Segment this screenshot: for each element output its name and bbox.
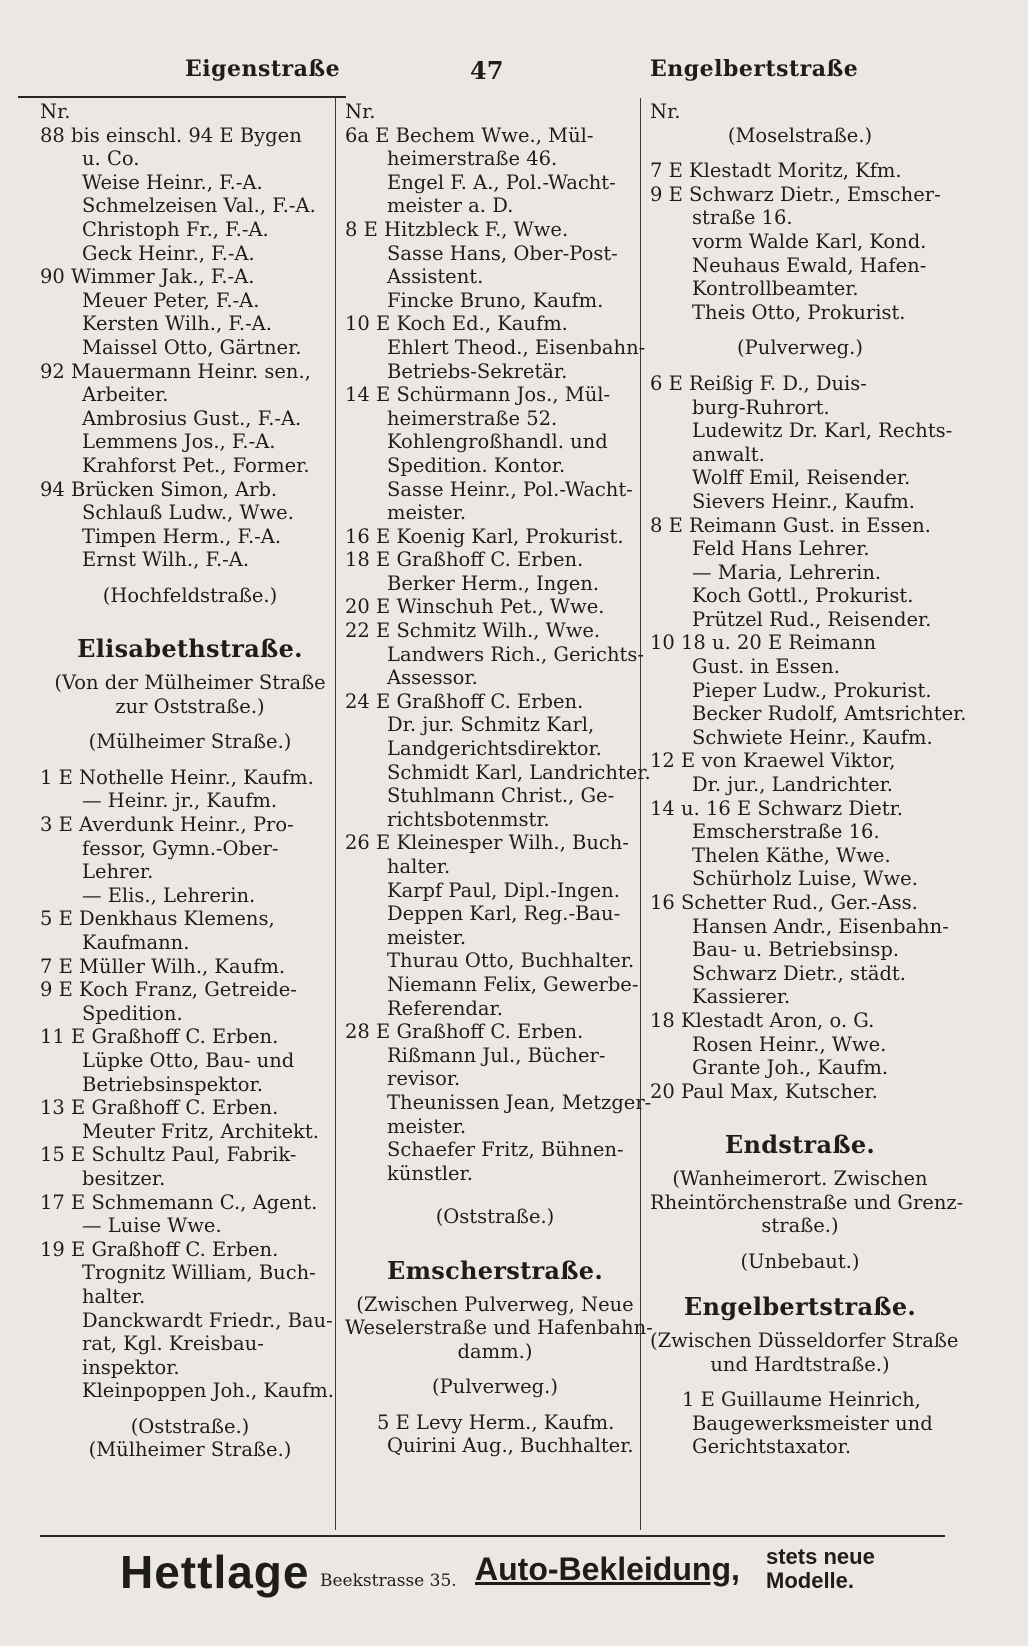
entry-line: Rißmann Jul., Bücher- bbox=[387, 1043, 606, 1067]
entry-line: Niemann Felix, Gewerbe- bbox=[387, 972, 639, 996]
entry-line: Schmidt Karl, Landrichter. bbox=[387, 760, 651, 784]
page-header bbox=[0, 56, 1028, 96]
entry-line: Baugewerksmeister und bbox=[692, 1411, 933, 1435]
header-rule bbox=[18, 96, 346, 98]
entry-line: Christoph Fr., F.-A. bbox=[82, 217, 269, 241]
entry-line: Maissel Otto, Gärtner. bbox=[82, 335, 302, 359]
entry-line: 12 E von Kraewel Viktor, bbox=[650, 749, 896, 773]
entry-line: — Maria, Lehrerin. bbox=[692, 560, 882, 584]
entry-line: 14 E Schürmann Jos., Mül- bbox=[345, 383, 611, 407]
entry-line: vorm Walde Karl, Kond. bbox=[692, 229, 927, 253]
entry-line: Krahforst Pet., Former. bbox=[82, 453, 310, 477]
entry-line: Assessor. bbox=[387, 666, 478, 690]
entry-line: Quirini Aug., Buchhalter. bbox=[387, 1434, 634, 1458]
entry-line: 20 Paul Max, Kutscher. bbox=[650, 1079, 878, 1103]
entry-line: burg-Ruhrort. bbox=[692, 395, 830, 419]
entry-line: 5 E Denkhaus Klemens, bbox=[40, 907, 275, 931]
entry-line: meister. bbox=[387, 925, 467, 949]
entry-line: Deppen Karl, Reg.-Bau- bbox=[387, 902, 621, 926]
entry-line: 8 E Hitzbleck F., Wwe. bbox=[345, 217, 569, 241]
column-3 bbox=[650, 100, 967, 1459]
entry-line: 1 E Guillaume Heinrich, bbox=[682, 1388, 921, 1412]
entry-line: 16 E Koenig Karl, Prokurist. bbox=[345, 524, 624, 548]
street-description: Rheintörchenstraße und Grenz- bbox=[650, 1190, 964, 1214]
entry-line: Dr. jur. Schmitz Karl, bbox=[387, 713, 595, 737]
entry-line: 16 Schetter Rud., Ger.-Ass. bbox=[650, 891, 918, 914]
entry-line: Kleinpoppen Joh., Kaufm. bbox=[82, 1379, 334, 1403]
header-left-street: Eigenstraße bbox=[185, 56, 341, 82]
entry-line: Feld Hans Lehrer. bbox=[692, 537, 870, 561]
entry-line: straße 16. bbox=[692, 206, 793, 230]
entry-line: Meuter Fritz, Architekt. bbox=[82, 1119, 319, 1143]
street-description: (Wanheimerort. Zwischen bbox=[672, 1166, 928, 1190]
cross-street: (Moselstraße.) bbox=[727, 123, 873, 147]
entry-line: 9 E Schwarz Dietr., Emscher- bbox=[650, 182, 941, 206]
entry-line: Schlauß Ludw., Wwe. bbox=[82, 501, 294, 525]
entry-line: 10 18 u. 20 E Reimann bbox=[650, 631, 877, 655]
entry-line: 24 E Graßhoff C. Erben. bbox=[345, 689, 584, 713]
entry-line: 15 E Schultz Paul, Fabrik- bbox=[40, 1143, 297, 1167]
header-right-street: Engelbertstraße bbox=[650, 56, 859, 82]
entry-line: 92 Mauermann Heinr. sen., bbox=[40, 359, 311, 383]
entry-line: Kaufmann. bbox=[82, 931, 190, 954]
ad-slogan bbox=[766, 1545, 875, 1593]
entry-line: Theunissen Jean, Metzger- bbox=[387, 1090, 652, 1114]
entry-line: 6 E Reißig F. D., Duis- bbox=[650, 371, 867, 395]
street-description: straße.) bbox=[761, 1214, 839, 1238]
entry-line: 7 E Müller Wilh., Kaufm. bbox=[40, 954, 286, 978]
entry-line: Berker Herm., Ingen. bbox=[387, 571, 600, 595]
entry-line: Ambrosius Gust., F.-A. bbox=[82, 406, 302, 430]
ad-slogan-line: Modelle. bbox=[766, 1568, 855, 1593]
entry-line: Ernst Wilh., F.-A. bbox=[82, 548, 250, 572]
entry-line: Spedition. bbox=[82, 1001, 183, 1025]
entry-line: 18 E Graßhoff C. Erben. bbox=[345, 548, 584, 572]
entry-line: Bau- u. Betriebsinsp. bbox=[692, 938, 900, 962]
entry-line: 26 E Kleinesper Wilh., Buch- bbox=[345, 831, 629, 855]
entry-line: Timpen Herm., F.-A. bbox=[82, 524, 282, 548]
entry-line: u. Co. bbox=[82, 147, 140, 171]
column-1 bbox=[40, 100, 340, 1462]
entry-line: Koch Gottl., Prokurist. bbox=[692, 584, 914, 608]
entry-line: 8 E Reimann Gust. in Essen. bbox=[650, 513, 931, 537]
entry-line: 3 E Averdunk Heinr., Pro- bbox=[40, 813, 294, 837]
entry-line: 20 E Winschuh Pet., Wwe. bbox=[345, 595, 605, 619]
entry-line: heimerstraße 46. bbox=[387, 147, 558, 171]
entry-line: Geck Heinr., F.-A. bbox=[82, 241, 255, 265]
entry-line: Becker Rudolf, Amtsrichter. bbox=[692, 702, 967, 726]
entry-line: Thelen Käthe, Wwe. bbox=[692, 843, 891, 867]
entry-line: Schwiete Heinr., Kaufm. bbox=[692, 725, 933, 749]
entry-line: Hansen Andr., Eisenbahn- bbox=[692, 914, 949, 938]
entry-line: Assistent. bbox=[387, 265, 484, 289]
entry-line: Ehlert Theod., Eisenbahn- bbox=[387, 335, 646, 359]
entry-line: Wolff Emil, Reisender. bbox=[692, 466, 911, 490]
entry-line: Kassierer. bbox=[692, 985, 791, 1009]
entry-line: Theis Otto, Prokurist. bbox=[692, 300, 906, 324]
entry-line: fessor, Gymn.-Ober- bbox=[82, 836, 279, 860]
entry-line: Danckwardt Friedr., Bau- bbox=[82, 1308, 333, 1332]
street-description: (Zwischen Pulverweg, Neue bbox=[356, 1292, 634, 1316]
ad-tagline: Auto-Bekleidung, bbox=[475, 1551, 740, 1587]
entry-line: 14 u. 16 E Schwarz Dietr. bbox=[650, 796, 903, 820]
footer-rule bbox=[40, 1535, 945, 1537]
entry-line: Engel F. A., Pol.-Wacht- bbox=[387, 170, 616, 194]
entry-line: Grante Joh., Kaufm. bbox=[692, 1056, 889, 1080]
entry-line: 11 E Graßhoff C. Erben. bbox=[40, 1025, 279, 1049]
entry-line: meister. bbox=[387, 1114, 467, 1138]
cross-street: (Pulverweg.) bbox=[737, 336, 863, 360]
entry-line: Weise Heinr., F.-A. bbox=[82, 170, 263, 194]
entry-line: Stuhlmann Christ., Ge- bbox=[387, 784, 615, 808]
entry-line: 9 E Koch Franz, Getreide- bbox=[40, 978, 297, 1002]
entry-line: Referendar. bbox=[387, 996, 503, 1020]
entry-line: rat, Kgl. Kreisbau- bbox=[82, 1332, 264, 1356]
entry-line: Kohlengroßhandl. und bbox=[387, 430, 608, 454]
entry-line: Schürholz Luise, Wwe. bbox=[692, 867, 918, 891]
nr-label: Nr. bbox=[650, 100, 681, 123]
entry-line: Spedition. Kontor. bbox=[387, 453, 566, 477]
street-heading: Engelbertstraße. bbox=[683, 1292, 917, 1322]
entry-line: Lüpke Otto, Bau- und bbox=[82, 1048, 295, 1072]
street-heading: Emscherstraße. bbox=[386, 1255, 604, 1285]
entry-line: Dr. jur., Landrichter. bbox=[692, 773, 893, 797]
ad-brand: Hettlage bbox=[120, 1546, 310, 1598]
street-note: (Unbebaut.) bbox=[740, 1249, 860, 1273]
entry-line: — Luise Wwe. bbox=[82, 1214, 222, 1238]
entry-line: — Elis., Lehrerin. bbox=[82, 883, 256, 907]
street-heading: Elisabethstraße. bbox=[77, 634, 303, 664]
entry-line: Betriebs-Sekretär. bbox=[387, 359, 568, 383]
cross-street: (Mülheimer Straße.) bbox=[88, 730, 292, 754]
entry-line: anwalt. bbox=[692, 442, 765, 466]
nr-label: Nr. bbox=[40, 100, 71, 123]
entry-line: künstler. bbox=[387, 1161, 473, 1185]
entry-line: revisor. bbox=[387, 1067, 461, 1091]
entry-line: Sasse Heinr., Pol.-Wacht- bbox=[387, 477, 633, 501]
entry-line: — Heinr. jr., Kaufm. bbox=[82, 789, 278, 813]
street-description: (Zwischen Düsseldorfer Straße bbox=[650, 1328, 959, 1352]
entry-line: Schmelzeisen Val., F.-A. bbox=[82, 194, 316, 218]
entry-line: Rosen Heinr., Wwe. bbox=[692, 1032, 887, 1056]
entry-line: 6a E Bechem Wwe., Mül- bbox=[345, 123, 594, 147]
entry-line: inspektor. bbox=[82, 1355, 180, 1379]
entry-line: Meuer Peter, F.-A. bbox=[82, 288, 260, 312]
entry-line: Kersten Wilh., F.-A. bbox=[82, 312, 272, 336]
cross-street: (Mülheimer Straße.) bbox=[88, 1438, 292, 1462]
entry-line: 7 E Klestadt Moritz, Kfm. bbox=[650, 159, 902, 183]
street-description: Weselerstraße und Hafenbahn- bbox=[345, 1316, 653, 1340]
entry-line: 28 E Graßhoff C. Erben. bbox=[345, 1020, 584, 1044]
entry-line: Landwers Rich., Gerichts- bbox=[387, 642, 644, 666]
entry-line: 10 E Koch Ed., Kaufm. bbox=[345, 312, 568, 336]
entry-line: halter. bbox=[82, 1284, 146, 1308]
entry-line: 17 E Schmemann C., Agent. bbox=[40, 1190, 318, 1214]
advertisement-footer bbox=[120, 1545, 960, 1615]
entry-line: Arbeiter. bbox=[82, 383, 169, 407]
entry-line: besitzer. bbox=[82, 1166, 166, 1190]
entry-line: halter. bbox=[387, 855, 451, 878]
street-description: damm.) bbox=[457, 1339, 533, 1363]
entry-line: 1 E Nothelle Heinr., Kaufm. bbox=[40, 765, 314, 789]
entry-line: Sievers Heinr., Kaufm. bbox=[692, 489, 915, 513]
entry-line: 90 Wimmer Jak., F.-A. bbox=[40, 265, 255, 289]
entry-line: Schwarz Dietr., städt. bbox=[692, 961, 906, 985]
entry-line: Ludewitz Dr. Karl, Rechts- bbox=[692, 419, 953, 443]
page-number: 47 bbox=[470, 56, 504, 85]
entry-line: Neuhaus Ewald, Hafen- bbox=[692, 253, 927, 277]
entry-line: Gerichtstaxator. bbox=[692, 1435, 852, 1459]
column-2 bbox=[345, 100, 653, 1458]
entry-line: Fincke Bruno, Kaufm. bbox=[387, 288, 604, 312]
street-description: und Hardtstraße.) bbox=[710, 1352, 890, 1376]
street-heading: Endstraße. bbox=[724, 1130, 876, 1160]
entry-line: 5 E Levy Herm., Kaufm. bbox=[377, 1410, 615, 1434]
entry-line: 19 E Graßhoff C. Erben. bbox=[40, 1237, 279, 1261]
entry-line: Karpf Paul, Dipl.-Ingen. bbox=[387, 878, 620, 902]
street-description: (Von der Mülheimer Straße bbox=[54, 671, 326, 695]
entry-line: Betriebsinspektor. bbox=[82, 1072, 263, 1096]
cross-street: (Pulverweg.) bbox=[432, 1375, 558, 1399]
ad-address: Beekstrasse 35. bbox=[320, 1571, 457, 1591]
entry-line: Landgerichtsdirektor. bbox=[387, 737, 602, 761]
entry-line: Prützel Rud., Reisender. bbox=[692, 607, 932, 631]
entry-line: Thurau Otto, Buchhalter. bbox=[387, 949, 635, 973]
entry-line: Lehrer. bbox=[82, 860, 154, 884]
entry-line: 94 Brücken Simon, Arb. bbox=[40, 477, 278, 501]
entry-line: 18 Klestadt Aron, o. G. bbox=[650, 1008, 875, 1032]
entry-line: heimerstraße 52. bbox=[387, 406, 558, 430]
entry-line: 13 E Graßhoff C. Erben. bbox=[40, 1096, 279, 1120]
entry-line: Pieper Ludw., Prokurist. bbox=[692, 678, 932, 702]
entry-line: Emscherstraße 16. bbox=[692, 820, 880, 844]
street-description: zur Oststraße.) bbox=[115, 694, 265, 718]
entry-line: richtsbotenmstr. bbox=[387, 807, 550, 831]
entry-line: Lemmens Jos., F.-A. bbox=[82, 430, 276, 454]
ad-slogan-line: stets neue bbox=[766, 1544, 875, 1569]
entry-line: Gust. in Essen. bbox=[692, 655, 840, 679]
entry-line: Sasse Hans, Ober-Post- bbox=[387, 241, 618, 265]
cross-street: (Hochfeldstraße.) bbox=[102, 583, 278, 607]
entry-line: Schaefer Fritz, Bühnen- bbox=[387, 1138, 624, 1162]
entry-line: Kontrollbeamter. bbox=[692, 277, 859, 301]
cross-street: (Oststraße.) bbox=[130, 1414, 250, 1438]
entry-line: Trognitz William, Buch- bbox=[82, 1261, 316, 1285]
entry-line: meister. bbox=[387, 501, 467, 525]
entry-line: 88 bis einschl. 94 E Bygen bbox=[40, 123, 302, 147]
nr-label: Nr. bbox=[345, 100, 376, 123]
entry-line: 22 E Schmitz Wilh., Wwe. bbox=[345, 619, 601, 643]
cross-street: (Oststraße.) bbox=[435, 1205, 555, 1229]
entry-line: meister a. D. bbox=[387, 194, 514, 218]
